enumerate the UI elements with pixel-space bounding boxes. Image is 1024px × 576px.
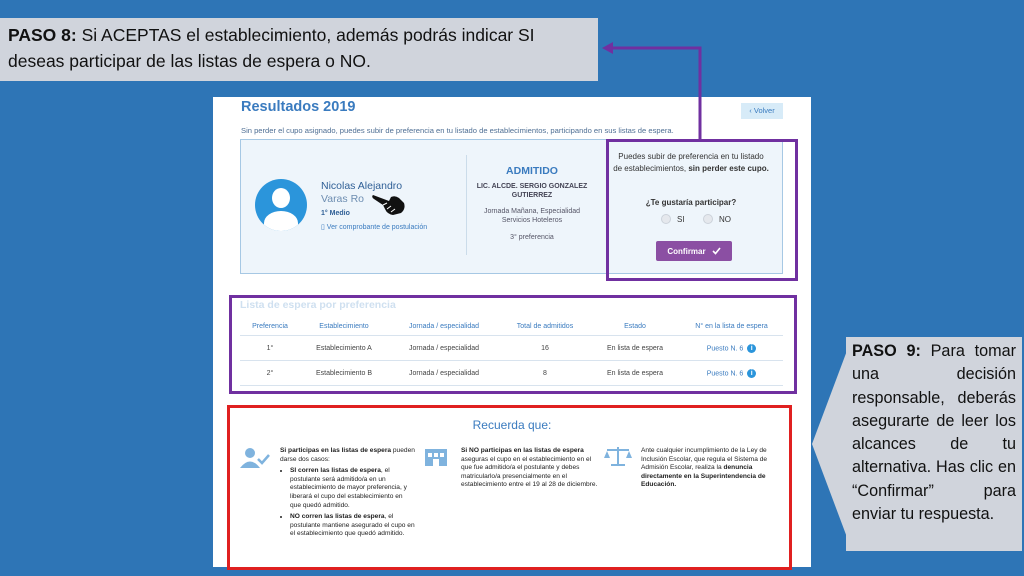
table-header: Preferencia Establecimiento Jornada / especialidad Total de admitidos Estado N° en la lista de espera — [240, 318, 783, 336]
receipt-link-label: Ver comprobante de postulación — [326, 224, 428, 231]
remember-col3: Ante cualquier incumplimiento de la Ley de Inclusión Escolar, que regula el Sistema de Admisión Escolar, realiza la denuncia directamente en la Superintendencia de Educación. — [641, 447, 768, 489]
table-row: 1° Establecimiento A Jornada / especialidad 16 En lista de espera Puesto N. 6 i — [240, 336, 783, 361]
waitlist-table-highlight — [229, 295, 797, 394]
position-link[interactable]: Puesto N. 6 — [706, 369, 744, 377]
admission-status: ADMITIDO — [506, 165, 558, 177]
pointing-hand-icon — [371, 187, 407, 217]
step8-text: Si ACEPTAS el establecimiento, además podrás indicar SI deseas participar de las listas de espera o NO. — [8, 25, 535, 71]
remember-col1: Si participas en las listas de espera pueden darse dos casos: • SI corren las listas de espera, el postulante será admitido/a en un establecimiento de mayor preferencia, y liberará el cupo del establecimiento en que quedó admitido. • NO corren las listas de espera, el postulante mantiene asegurado el cupo en el establecimiento que quedó admitido. — [280, 447, 415, 539]
preference-rank: 3° preferencia — [510, 234, 554, 241]
info-icon[interactable]: i — [747, 369, 756, 378]
option-yes-radio[interactable]: SI — [661, 214, 685, 224]
waitlist-title: Lista de espera por preferencia — [240, 299, 396, 311]
step9-pointer — [812, 348, 848, 540]
confirm-button[interactable]: Confirmar — [656, 241, 732, 261]
waitlist-question-highlight — [606, 139, 798, 281]
student-grade: 1° Medio — [321, 210, 350, 217]
school-name: LIC. ALCDE. SERGIO GONZALEZ GUTIERREZ — [476, 183, 588, 199]
results-subtitle: Sin perder el cupo asignado, puedes subir de preferencia en tu listado de establecimientos, participando en sus listas de espera. — [241, 126, 674, 135]
option-no-radio[interactable]: NO — [703, 214, 731, 224]
remember-title: Recuerda que: — [472, 418, 552, 432]
school-detail: Jornada Mañana, Especialidad Servicios Hoteleros — [483, 208, 581, 224]
step9-text: Para tomar una decisión responsable, deberás asegurarte de leer los alcances de tu alternativa. Has clic en “Confirmar” para enviar tu respuesta. — [852, 342, 1016, 524]
waitlist-question: ¿Te gustaría participar? — [645, 198, 737, 207]
page-title: Resultados 2019 — [241, 99, 356, 115]
student-avatar-icon — [255, 179, 307, 231]
remember-highlight — [227, 405, 792, 570]
back-button[interactable]: ‹ Volver — [741, 103, 783, 119]
student-name: Nicolas Alejandro — [321, 180, 403, 192]
table-row: 2° Establecimiento B Jornada / especialidad 8 En lista de espera Puesto N. 6 i — [240, 361, 783, 386]
info-icon[interactable]: i — [747, 344, 756, 353]
step8-label: PASO 8: — [8, 25, 77, 45]
step9-callout — [846, 337, 1022, 551]
position-link[interactable]: Puesto N. 6 — [706, 344, 744, 352]
step8-callout — [0, 18, 598, 81]
document-icon: ▯ — [321, 224, 327, 231]
student-surname: Varas Ro — [321, 193, 364, 205]
step9-label: PASO 9: — [852, 342, 921, 360]
card-divider — [466, 155, 467, 255]
remember-col2: Si NO participas en las listas de espera aseguras el cupo en el establecimiento en el que fue admitido/a el postulante y debes matricularlo/a presencialmente en el establecimiento entre el 19 al 28 de diciembre. — [461, 447, 598, 489]
receipt-link[interactable] — [321, 223, 427, 231]
waitlist-question-text: Puedes subir de preferencia en tu listado de establecimientos, sin perder este cupo. — [613, 152, 769, 173]
